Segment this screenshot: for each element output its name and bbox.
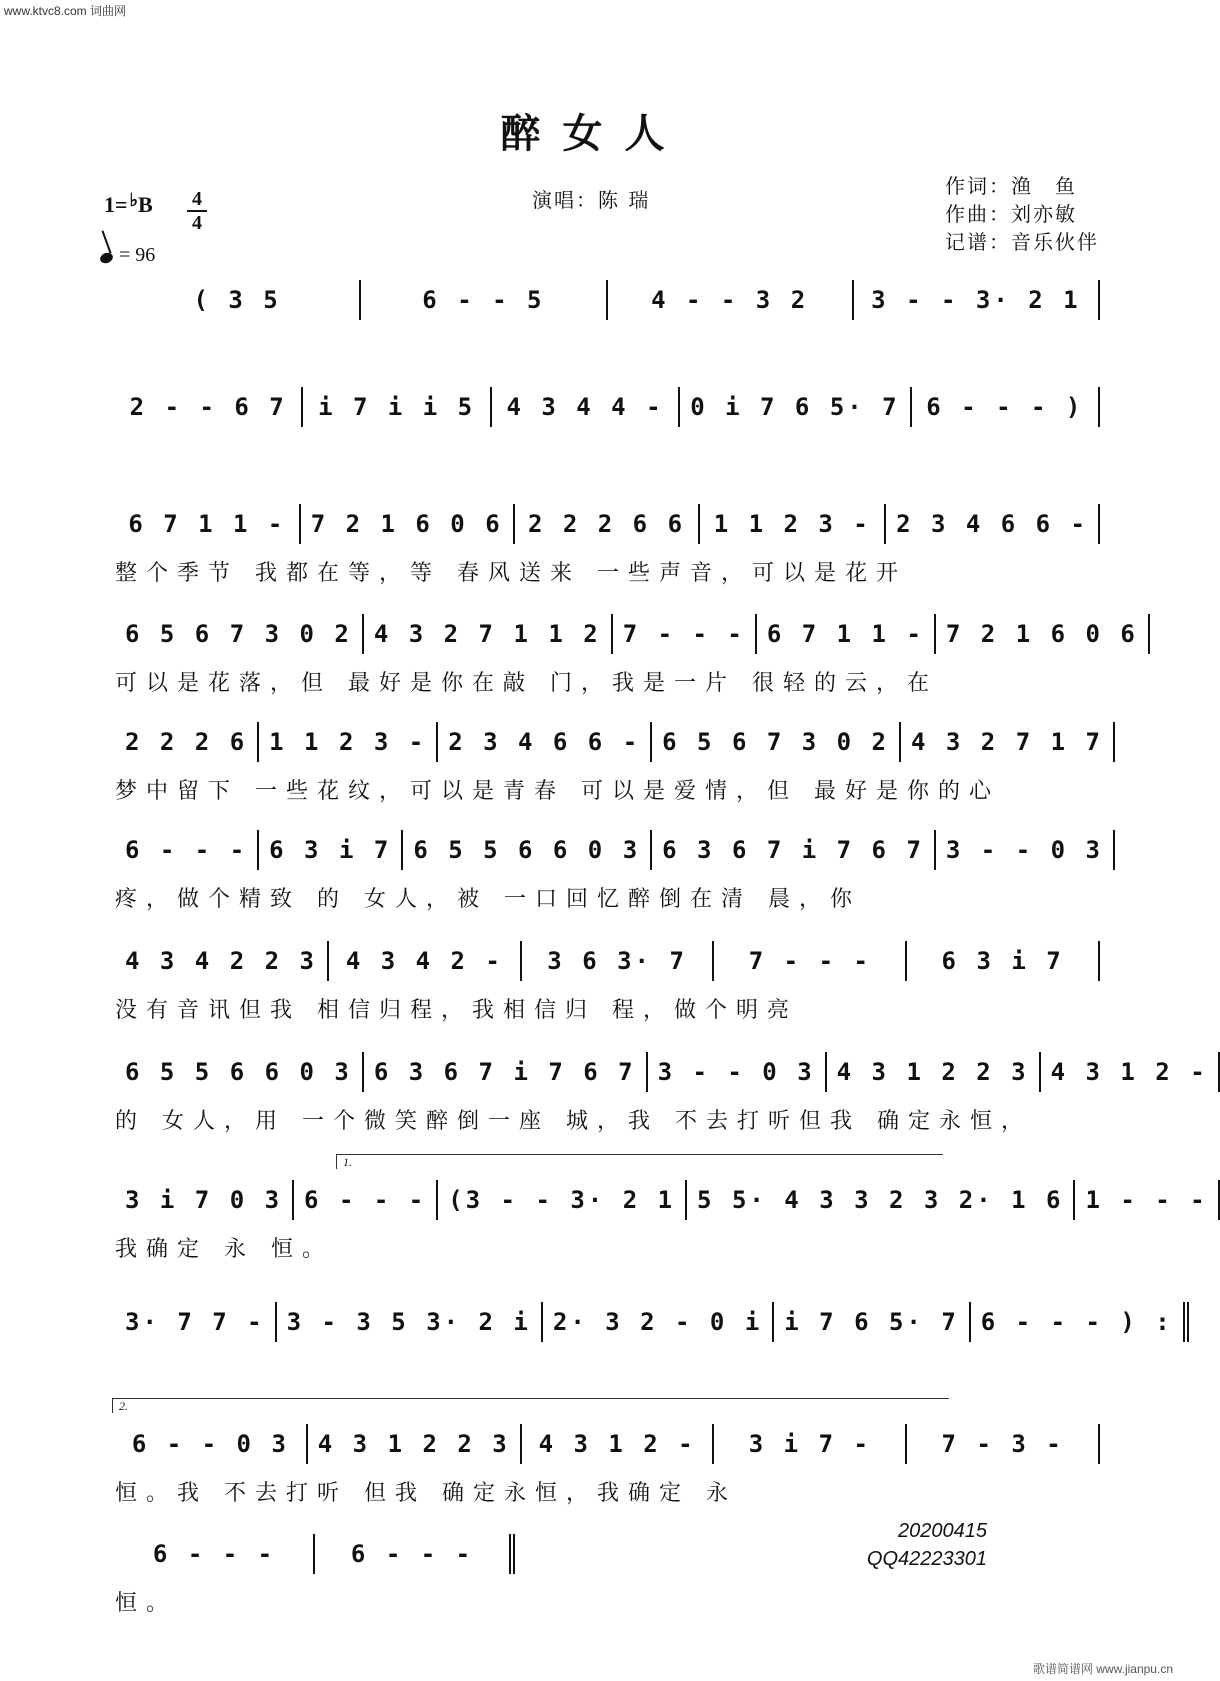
volta-bracket: 2. (112, 1398, 949, 1413)
measure: 5 5· 4 3 3 2 3 2· 1 6 (687, 1180, 1075, 1220)
score-row (115, 387, 1100, 427)
measure: 4 3 1 2 - (522, 1424, 715, 1464)
measure: 2 3 4 6 6 - (886, 504, 1100, 544)
measure: 2· 3 2 - 0 i (543, 1302, 774, 1342)
score-row (115, 280, 1100, 320)
measure: 6 5 6 7 3 0 2 (652, 722, 901, 762)
measure: 7 2 1 6 0 6 (301, 504, 515, 544)
measure: 7 - - - (714, 941, 907, 981)
volta-bracket: 1. (336, 1154, 943, 1169)
score-row (115, 614, 1138, 654)
measure: 4 3 1 2 2 3 (308, 1424, 522, 1464)
lyric-line: 可以是花落，但 最好是你在敲 门，我是一片 很轻的云，在 (115, 671, 938, 696)
measure: 2 2 2 6 6 (515, 504, 701, 544)
measure: 6 7 1 1 - (757, 614, 936, 654)
measure: 4 3 4 2 2 3 (115, 941, 329, 981)
key-note: B (138, 192, 153, 217)
measure: 6 7 1 1 - (115, 504, 301, 544)
score-row (115, 1302, 1173, 1342)
score-row (115, 941, 1100, 981)
composer: 作曲：刘亦敏 (945, 202, 1077, 226)
measure: 6 - - - ) (912, 387, 1100, 427)
measure: 0 i 7 6 5· 7 (680, 387, 911, 427)
measure: 6 - - 5 (361, 280, 607, 320)
tempo-value: = 96 (119, 244, 156, 266)
score-row (115, 722, 1103, 762)
time-top: 4 (192, 188, 202, 210)
measure: 7 - - - (613, 614, 757, 654)
lyric-line: 恒。我 不去打听 但我 确定永恒，我确定 永 (115, 1481, 737, 1506)
time-signature (185, 188, 209, 234)
measure: 3 - 3 5 3· 2 i (277, 1302, 543, 1342)
score-row (115, 504, 1100, 544)
measure: 6 - - - (115, 1534, 315, 1574)
transcriber: 记谱：音乐伙伴 (945, 230, 1099, 254)
measure: 4 3 1 2 - (1041, 1052, 1220, 1092)
qq-line: QQ42223301 (866, 1548, 987, 1570)
score-row (115, 830, 1103, 870)
credits (945, 172, 1099, 256)
measure: 3· 7 7 - (115, 1302, 277, 1342)
measure: 2 - - 6 7 (115, 387, 303, 427)
measure: 4 3 2 7 1 1 2 (364, 614, 613, 654)
score-row (115, 1052, 1208, 1092)
time-bottom: 4 (192, 212, 202, 234)
measure: 6 3 i 7 (907, 941, 1100, 981)
lyric-line: 的 女人，用 一个微笑醉倒一座 城，我 不去打听但我 确定永恒， (115, 1109, 1032, 1134)
key-signature (104, 192, 153, 218)
tempo-marking (100, 244, 155, 267)
lyric-line: 没有音讯但我 相信归程，我相信归 程，做个明亮 (115, 998, 798, 1023)
measure: i 7 i i 5 (303, 387, 491, 427)
score-row (115, 1180, 1208, 1220)
measure: 3 i 7 - (714, 1424, 907, 1464)
measure: 6 - - - (294, 1180, 438, 1220)
measure: 4 3 1 2 2 3 (827, 1052, 1041, 1092)
measure: 3 6 3· 7 (522, 941, 715, 981)
measure: 1 1 2 3 - (259, 722, 438, 762)
measure: 6 3 i 7 (259, 830, 403, 870)
measure: 6 - - - ) : (971, 1302, 1189, 1342)
lyricist: 作词：渔 鱼 (945, 174, 1077, 198)
measure: 7 - 3 - (907, 1424, 1100, 1464)
measure: (3 - - 3· 2 1 (438, 1180, 687, 1220)
song-title: 醉女人 (500, 110, 687, 157)
lyric-line: 我确定 永 恒。 (115, 1237, 333, 1262)
watermark-top: www.ktvc8.com 词曲网 (4, 4, 127, 18)
measure: 6 3 6 7 i 7 6 7 (364, 1052, 648, 1092)
measure: 2 3 4 6 6 - (438, 722, 652, 762)
measure: 6 3 6 7 i 7 6 7 (652, 830, 936, 870)
measure: 3 - - 0 3 (936, 830, 1115, 870)
measure: 6 5 5 6 6 0 3 (403, 830, 652, 870)
score-row (115, 1424, 1100, 1464)
measure: ( 3 5 (115, 280, 361, 320)
measure: 4 3 4 4 - (492, 387, 680, 427)
measure: 4 - - 3 2 (608, 280, 854, 320)
lyric-line: 疼，做个精致 的 女人，被 一口回忆醉倒在清 晨，你 (115, 887, 861, 912)
measure: 3 - - 3· 2 1 (854, 280, 1100, 320)
measure: 3 i 7 0 3 (115, 1180, 294, 1220)
watermark-bottom: 歌谱简谱网 www.jianpu.cn (1032, 1662, 1173, 1676)
singer: 演唱：陈 瑞 (532, 188, 651, 212)
measure: 1 1 2 3 - (700, 504, 886, 544)
lyric-line: 恒。 (115, 1591, 178, 1616)
measure: 6 5 5 6 6 0 3 (115, 1052, 364, 1092)
measure: 6 5 6 7 3 0 2 (115, 614, 364, 654)
lyric-line: 梦中留下 一些花纹，可以是青春 可以是爱情，但 最好是你的心 (115, 779, 1000, 804)
measure: 6 - - 0 3 (115, 1424, 308, 1464)
measure: 4 3 4 2 - (329, 941, 522, 981)
measure: 3 - - 0 3 (648, 1052, 827, 1092)
quarter-note-icon (99, 251, 115, 265)
flat-sign: ♭ (129, 190, 139, 210)
key-label: 1= (104, 192, 128, 217)
measure: 2 2 2 6 (115, 722, 259, 762)
date-line: 20200415 (898, 1520, 987, 1542)
measure: 6 - - - (115, 830, 259, 870)
lyric-line: 整个季节 我都在等，等 春风送来 一些声音，可以是花开 (115, 561, 907, 586)
measure: 4 3 2 7 1 7 (901, 722, 1115, 762)
measure: 6 - - - (315, 1534, 515, 1574)
measure: i 7 6 5· 7 (774, 1302, 971, 1342)
measure: 7 2 1 6 0 6 (936, 614, 1150, 654)
measure: 1 - - - (1075, 1180, 1219, 1220)
